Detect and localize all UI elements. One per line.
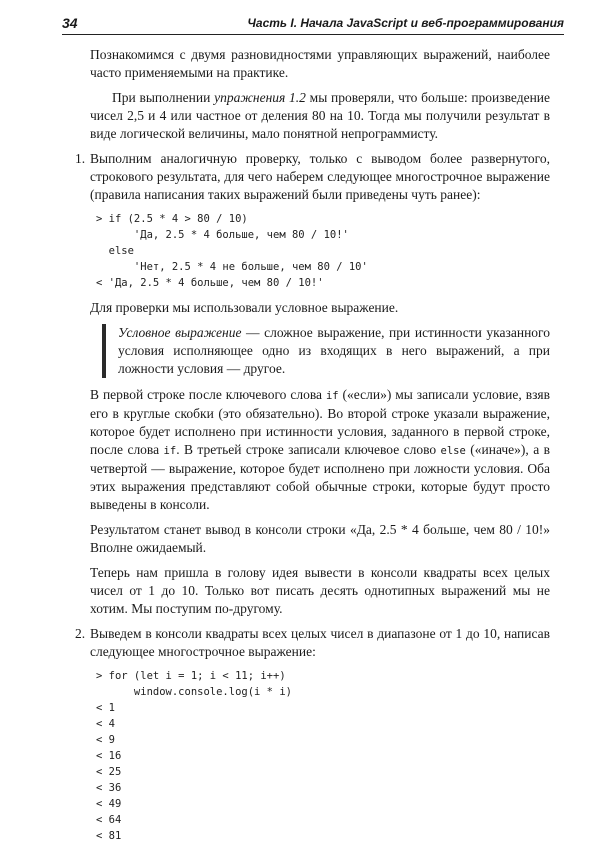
code-line: 'Да, 2.5 * 4 больше, чем 80 / 10!' xyxy=(96,229,349,241)
page-body xyxy=(75,46,551,852)
keyword-if-2: if xyxy=(163,445,177,457)
code-line: < 81 xyxy=(96,830,122,842)
result-paragraph: Результатом станет вывод в консоли строки «Да, 2.5 * 4 больше, чем 80 / 10!» Вполне ожидаемый. xyxy=(90,522,550,555)
step-2 xyxy=(75,625,550,844)
step-2-text: Выведем в консоли квадраты всех целых чисел в диапазоне от 1 до 10, написав следующее многострочное выражение: xyxy=(90,626,550,659)
code-line: > for (let i = 1; i < 11; i++) xyxy=(96,670,286,682)
step-1 xyxy=(75,150,550,618)
intro-paragraph: Познакомимся с двумя разновидностями управляющих выражений, наиболее часто применяемыми на практике. xyxy=(90,47,550,80)
explain-text-3: . В третьей строке записали ключевое слово xyxy=(176,442,441,457)
definition-text: — сложное выражение, при истинности указанного условия исполняющее одно из входящих в него выражений, а при ложности условия — другое. xyxy=(118,325,550,376)
running-title: Часть I. Начала JavaScript и веб-программирования xyxy=(247,16,564,30)
definition-callout xyxy=(102,324,550,378)
step-2-number: 2. xyxy=(75,626,86,641)
definition-term: Условное выражение xyxy=(118,325,242,340)
code-line: window.console.log(i * i) xyxy=(96,686,292,698)
code-block-if-else xyxy=(90,211,550,291)
step-1-text: Выполним аналогичную проверку, только с выводом более развернутого, строкового результата, для чего наберем следующее многострочное выражение (правила написания таких выражений были приведены чуть ранее): xyxy=(90,151,550,202)
code-line: > if (2.5 * 4 > 80 / 10) xyxy=(96,213,248,225)
code-line: < 9 xyxy=(96,734,115,746)
code-line: < 1 xyxy=(96,702,115,714)
code-line: < 64 xyxy=(96,814,122,826)
explain-text-2: («если») мы записали условие, взяв его в круглые скобки (это обязательно). Во второй строке указали выражение, которое будет исполнено при истинности условия, заданного в первой строке, после слова xyxy=(90,387,550,457)
code-line: < 16 xyxy=(96,750,122,762)
code-line: < 4 xyxy=(96,718,115,730)
exercise-rest: мы проверяли, что больше: произведение чисел 2,5 и 4 или частное от деления 80 на 10. Тогда мы получили результат в виде логической величины, мало понятной непрограммисту. xyxy=(90,90,551,141)
code-line: < 'Да, 2.5 * 4 больше, чем 80 / 10!' xyxy=(96,277,324,289)
code-line: < 49 xyxy=(96,798,122,810)
page-header xyxy=(62,12,564,35)
keyword-if: if xyxy=(325,390,339,402)
step-1-number: 1. xyxy=(75,151,86,166)
code-line: < 25 xyxy=(96,766,122,778)
conditional-paragraph: Для проверки мы использовали условное выражение. xyxy=(90,300,399,315)
squares-paragraph: Теперь нам пришла в голову идея вывести в консоли квадраты всех целых чисел от 1 до 10. Только вот писать десять однотипных выражений мы не хотим. Мы поступим по-другому. xyxy=(90,565,550,616)
keyword-else: else xyxy=(440,445,466,457)
explain-text-4: («иначе»), а в четвертой — выражение, которое будет исполнено при ложности условия. Оба этих выражения представляют собой обычные строки, которые будут просто выведены в консоли. xyxy=(90,442,550,512)
exercise-lead: При выполнении xyxy=(112,90,215,105)
explain-text-1: В первой строке после ключевого слова xyxy=(90,387,326,402)
exercise-paragraph xyxy=(90,89,550,143)
exercise-reference: упражнения 1.2 xyxy=(214,90,306,105)
code-line: else xyxy=(96,245,134,257)
explanation-paragraph xyxy=(90,386,550,514)
code-block-for-loop xyxy=(90,668,550,844)
code-line: < 36 xyxy=(96,782,122,794)
page-number: 34 xyxy=(62,15,78,31)
code-line: 'Нет, 2.5 * 4 не больше, чем 80 / 10' xyxy=(96,261,368,273)
